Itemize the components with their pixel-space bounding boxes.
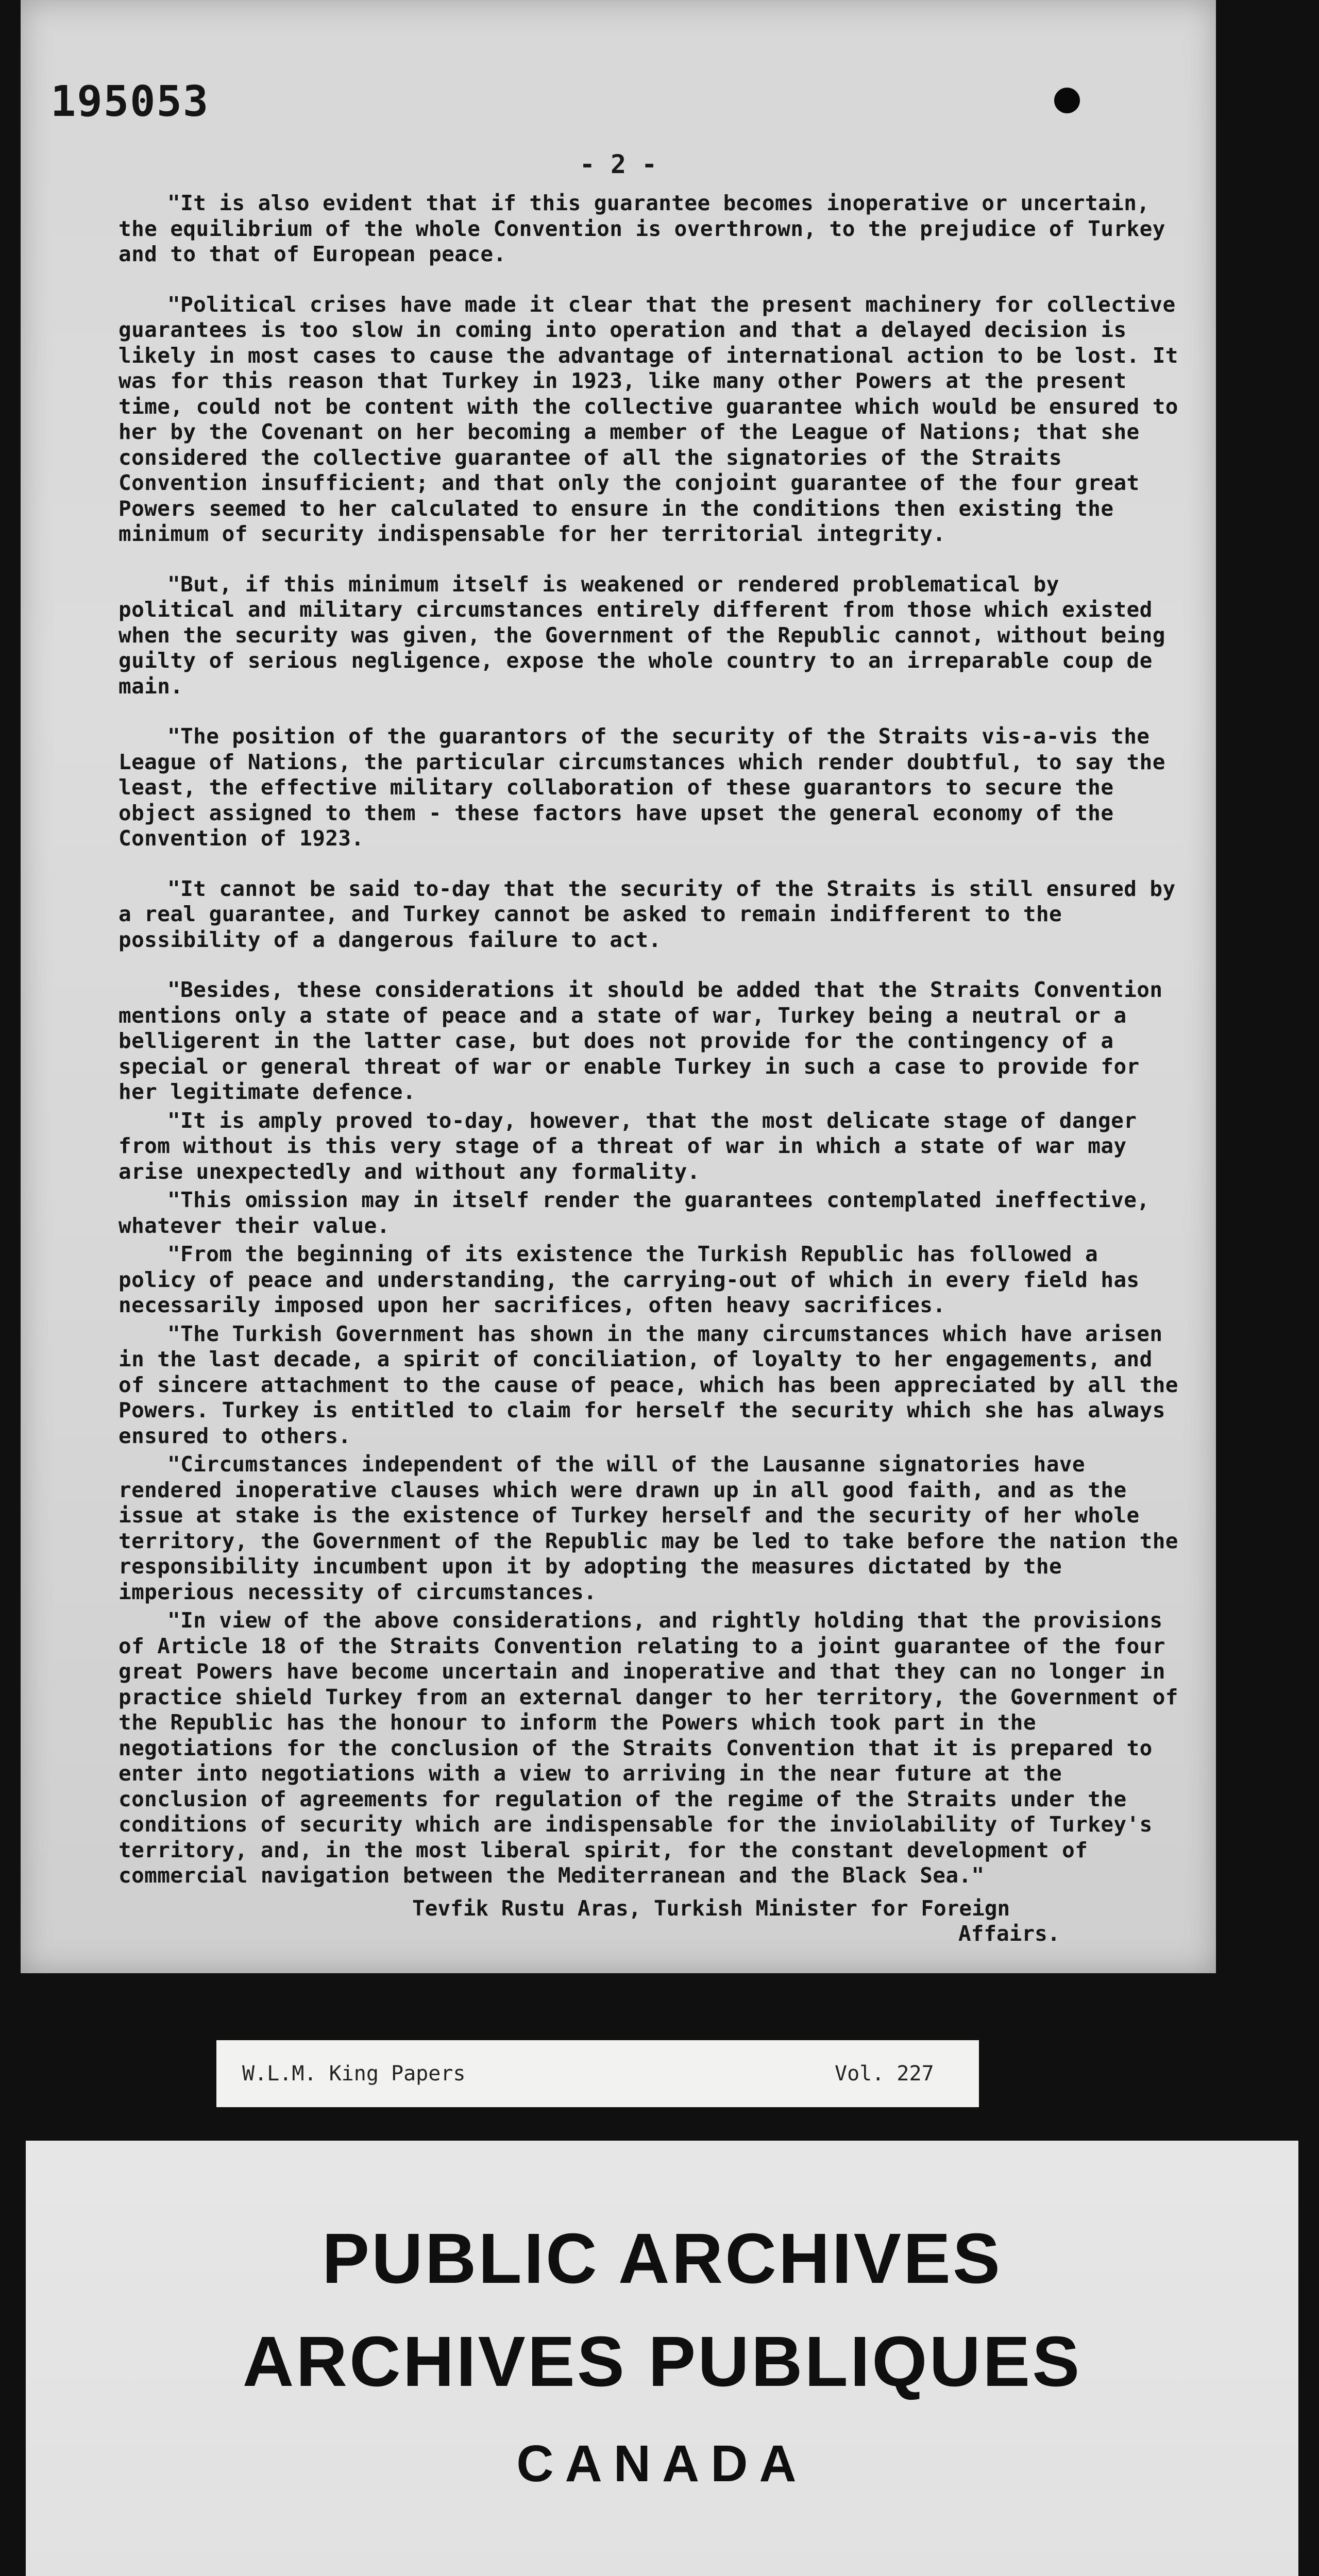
punch-hole	[1054, 88, 1080, 113]
volume-number: Vol. 227	[835, 2062, 934, 2086]
signature-title: Affairs.	[958, 1921, 1060, 1946]
paragraph: "This omission may in itself render the guarantees contemplated ineffective, whatever their value.	[119, 1188, 1150, 1238]
signature-name: Tevfik Rustu Aras, Turkish Minister for Foreign	[412, 1895, 1010, 1921]
paragraph: "Besides, these considerations it should be added that the Straits Convention mentions only a state of peace and a state of war, Turkey being a neutral or a belligerent in the latter case, but does not provide for the contingency of a special or general threat of war or enable Turkey in such a case to provide for her legitimate defence.	[119, 977, 1163, 1104]
archives-card	[26, 2141, 1298, 2576]
archives-french: ARCHIVES PUBLIQUES	[242, 2322, 1082, 2401]
paragraph: "In view of the above considerations, and rightly holding that the provisions of Article 18 of the Straits Convention relating to a joint guarantee of the four great Powers have become uncertain and inoperative and that they can no longer in practice shield Turkey from an external danger to her territory, the Government of the Republic has the honour to inform the Powers which took part in the negotiations for the conclusion of the Straits Convention that it is prepared to enter into negotiations with a view to arriving in the near future at the conclusion of agreements for regulation of the regime of the Straits under the conditions of security which are indispensable for the inviolability of Turkey's territory, and, in the most liberal spirit, for the constant development of commercial navigation between the Mediterranean and the Black Sea."	[119, 1608, 1178, 1888]
paragraph: "The Turkish Government has shown in the many circumstances which have arisen in the last decade, a spirit of conciliation, of loyalty to her engagements, and of sincere attachment to the cause of peace, which has been appreciated by all the Powers. Turkey is entitled to claim for herself the security which she has always ensured to others.	[119, 1321, 1178, 1448]
signature-block	[119, 1896, 1180, 1947]
archives-country: CANADA	[516, 2435, 808, 2493]
collection-label	[216, 2040, 979, 2107]
paragraph: "Circumstances independent of the will of the Lausanne signatories have rendered inoperative clauses which were drawn up in all good faith, and as the issue at stake is the existence of Turkey herself and the security of her whole territory, the Government of the Republic may be led to take before the nation the responsibility incumbent upon it by adopting the measures dictated by the imperious necessity of circumstances.	[119, 1452, 1178, 1604]
paragraph: "It is amply proved to-day, however, that the most delicate stage of danger from without is this very stage of a threat of war in which a state of war may arise unexpectedly and without any formality.	[119, 1108, 1137, 1184]
collection-name: W.L.M. King Papers	[242, 2062, 466, 2086]
page-marker: - 2 -	[579, 149, 657, 179]
paragraph: "It is also evident that if this guarantee becomes inoperative or uncertain, the equilibrium of the whole Convention is overthrown, to the prejudice of Turkey and to that of European peace.	[119, 191, 1165, 266]
archives-english: PUBLIC ARCHIVES	[322, 2219, 1002, 2298]
stamp-number: 195053	[50, 77, 210, 126]
paragraph: "The position of the guarantors of the security of the Straits vis-a-vis the League of Nations, the particular circumstances which render doubtful, to say the least, the effective military collaboration of these guarantors to secure the object assigned to them - these factors have upset the general economy of the Convention of 1923.	[119, 724, 1165, 851]
paragraph: "It cannot be said to-day that the security of the Straits is still ensured by a real guarantee, and Turkey cannot be asked to remain indifferent to the possibility of a dangerous failure to act.	[119, 876, 1176, 952]
paragraph: "But, if this minimum itself is weakened or rendered problematical by political and military circumstances entirely different from those which existed when the security was given, the Government of the Republic cannot, without being guilty of serious negligence, expose the whole country to an irreparable coup de main.	[119, 571, 1165, 699]
letter-body	[119, 191, 1180, 1947]
typed-page	[21, 0, 1216, 1973]
paragraph: "Political crises have made it clear that the present machinery for collective guarantees is too slow in coming into operation and that a delayed decision is likely in most cases to cause the advantage of international action to be lost. It was for this reason that Turkey in 1923, like many other Powers at the present time, could not be content with the collective guarantee which would be ensured to her by the Covenant on her becoming a member of the League of Nations; that she considered the collective guarantee of all the signatories of the Straits Convention insufficient; and that only the conjoint guarantee of the four great Powers seemed to her calculated to ensure in the conditions then existing the minimum of security indispensable for her territorial integrity.	[119, 292, 1178, 546]
paragraph: "From the beginning of its existence the Turkish Republic has followed a policy of peace and understanding, the carrying-out of which in every field has necessarily imposed upon her sacrifices, often heavy sacrifices.	[119, 1242, 1140, 1317]
